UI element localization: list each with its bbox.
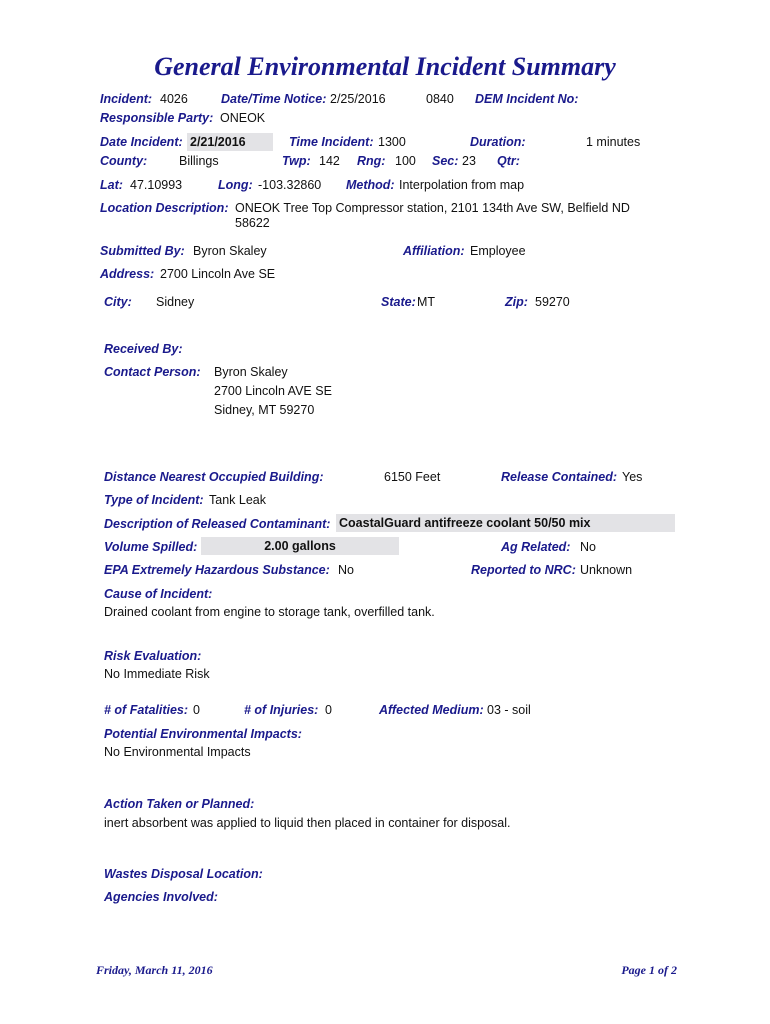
notice-time: 0840 (426, 92, 454, 106)
state-value: MT (417, 295, 436, 309)
address-label: Address: (100, 267, 155, 281)
risk-value: No Immediate Risk (104, 667, 210, 681)
nrc-value: Unknown (580, 563, 633, 577)
contaminant-label: Description of Released Contaminant: (104, 517, 331, 531)
qtr-label: Qtr: (497, 154, 520, 168)
medium-value: 03 - soil (487, 703, 531, 717)
twp-value: 142 (319, 154, 340, 168)
contact-line3: Sidney, MT 59270 (214, 403, 315, 417)
notice-label: Date/Time Notice: (221, 92, 327, 106)
method-label: Method: (346, 178, 395, 192)
contact-label: Contact Person: (104, 365, 201, 379)
injuries-label: # of Injuries: (244, 703, 319, 717)
volume-label: Volume Spilled: (104, 540, 198, 554)
address-value: 2700 Lincoln Ave SE (160, 267, 276, 281)
agencies-label: Agencies Involved: (104, 890, 218, 904)
affiliation-value: Employee (470, 244, 526, 258)
waste-label: Wastes Disposal Location: (104, 867, 263, 881)
cause-label: Cause of Incident: (104, 587, 213, 601)
contained-label: Release Contained: (501, 470, 618, 484)
contaminant-value: CoastalGuard antifreeze coolant 50/50 mix (336, 514, 675, 532)
date-incident-value: 2/21/2016 (187, 133, 273, 151)
long-label: Long: (218, 178, 253, 192)
submitted-label: Submitted By: (100, 244, 185, 258)
zip-value: 59270 (535, 295, 570, 309)
report-title: General Environmental Incident Summary (154, 52, 616, 81)
cause-value: Drained coolant from engine to storage tank, overfilled tank. (104, 605, 435, 619)
lat-label: Lat: (100, 178, 123, 192)
state-label: State: (381, 295, 416, 309)
time-incident-label: Time Incident: (289, 135, 374, 149)
ag-value: No (580, 540, 596, 554)
dem-label: DEM Incident No: (475, 92, 579, 106)
rng-label: Rng: (357, 154, 386, 168)
city-value: Sidney (156, 295, 195, 309)
location-line2: 58622 (235, 216, 270, 230)
contact-line1: Byron Skaley (214, 365, 288, 379)
lat-value: 47.10993 (130, 178, 183, 192)
footer-date: Friday, March 11, 2016 (96, 963, 213, 977)
epa-label: EPA Extremely Hazardous Substance: (104, 563, 330, 577)
action-label: Action Taken or Planned: (104, 797, 255, 811)
sec-label: Sec: (432, 154, 459, 168)
method-value: Interpolation from map (399, 178, 525, 192)
type-value: Tank Leak (209, 493, 266, 507)
location-line1: ONEOK Tree Top Compressor station, 2101 134th Ave SW, Belfield ND (235, 201, 630, 215)
fatalities-label: # of Fatalities: (104, 703, 189, 717)
party-label: Responsible Party: (100, 111, 214, 125)
location-label: Location Description: (100, 201, 229, 215)
date-incident-label: Date Incident: (100, 135, 183, 149)
injuries-value: 0 (325, 703, 332, 717)
notice-date: 2/25/2016 (330, 92, 386, 106)
distance-label: Distance Nearest Occupied Building: (104, 470, 324, 484)
submitted-value: Byron Skaley (193, 244, 267, 258)
ag-label: Ag Related: (501, 540, 571, 554)
impacts-value: No Environmental Impacts (104, 745, 251, 759)
long-value: -103.32860 (258, 178, 322, 192)
duration-value: 1 minutes (586, 135, 641, 149)
distance-value: 6150 Feet (384, 470, 441, 484)
county-value: Billings (179, 154, 219, 168)
nrc-label: Reported to NRC: (471, 563, 576, 577)
contact-line2: 2700 Lincoln AVE SE (214, 384, 332, 398)
city-label: City: (104, 295, 132, 309)
rng-value: 100 (395, 154, 416, 168)
time-incident-value: 1300 (378, 135, 406, 149)
party-value: ONEOK (220, 111, 266, 125)
twp-label: Twp: (282, 154, 311, 168)
epa-value: No (338, 563, 354, 577)
fatalities-value: 0 (193, 703, 200, 717)
county-label: County: (100, 154, 148, 168)
impacts-label: Potential Environmental Impacts: (104, 727, 302, 741)
footer-page-number: Page 1 of 2 (621, 963, 677, 977)
medium-label: Affected Medium: (379, 703, 484, 717)
sec-value: 23 (462, 154, 476, 168)
affiliation-label: Affiliation: (403, 244, 465, 258)
volume-value: 2.00 gallons (201, 537, 399, 555)
zip-label: Zip: (505, 295, 528, 309)
contained-value: Yes (622, 470, 643, 484)
risk-label: Risk Evaluation: (104, 649, 202, 663)
incident-value: 4026 (160, 92, 188, 106)
action-value: inert absorbent was applied to liquid then placed in container for disposal. (104, 816, 511, 830)
duration-label: Duration: (470, 135, 526, 149)
received-label: Received By: (104, 342, 183, 356)
type-label: Type of Incident: (104, 493, 204, 507)
incident-label: Incident: (100, 92, 153, 106)
